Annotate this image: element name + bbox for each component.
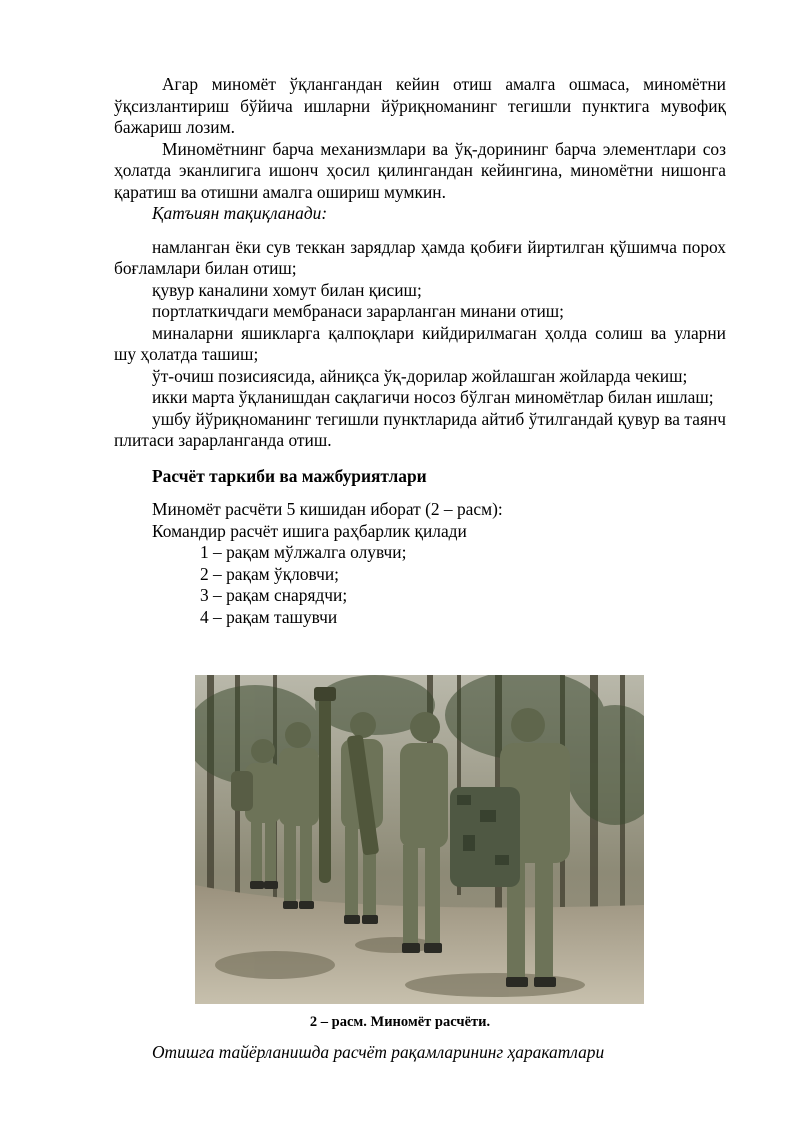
section-subtitle: Отишга тайёрланишда расчёт рақамларининг ҳаракатлари xyxy=(152,1042,605,1062)
paragraph-readiness: Миномётнинг барча механизмлари ва ўқ-дорининг барча элементлари соз ҳолатда эканлигига ишонч ҳосил қилингандан кейингина, миномётни нишонга қаратиш ва отишни амалга ошириш мумкин. xyxy=(114,138,726,202)
crew-number-item: 1 – рақам мўлжалга олувчи; xyxy=(200,542,407,562)
prohibition-item: қувур каналини хомут билан қисиш; xyxy=(152,279,422,300)
prohibition-item: ушбу йўриқноманинг тегишли пунктларида айтиб ўтилгандай қувур ва таянч плитаси зарарланганда отиш. xyxy=(114,408,726,450)
prohibition-item: портлаткичдаги мембранаси зарарланган минани отиш; xyxy=(152,301,564,321)
figure-caption: 2 – расм. Миномёт расчёти. xyxy=(309,1014,491,1030)
document-body xyxy=(114,74,726,628)
prohibition-item: намланган ёки сув теккан зарядлар ҳамда қобиғи йиртилган қўшимча порох боғламлари билан отиш; xyxy=(114,236,726,278)
prohibition-item: икки марта ўқланишдан сақлагичи носоз бўлган миномётлар билан ишлаш; xyxy=(152,387,714,407)
prohibitions-list xyxy=(114,237,726,452)
forbidden-title: Қатъиян тақиқланади: xyxy=(152,203,328,223)
prohibition-item: миналарни яшикларга қалпоқлари кийдирилмаган ҳолда солиш ва уларни шу ҳолатда ташиш; xyxy=(114,322,726,364)
paragraph-misfire: Агар миномёт ўқлангандан кейин отиш амалга ошмаса, миномётни ўқсизлантириш бўйича ишларни йўриқноманинг тегишли пунктига мувофиқ бажариш лозим. xyxy=(114,74,726,137)
crew-number-item: 2 – рақам ўқловчи; xyxy=(200,563,339,584)
forest-soldiers-illustration xyxy=(195,675,644,1004)
section-heading: Расчёт таркиби ва мажбуриятлари xyxy=(152,465,427,486)
crew-intro: Миномёт расчёти 5 кишидан иборат (2 – расм): xyxy=(152,499,503,519)
crew-number-item: 4 – рақам ташувчи xyxy=(200,606,338,627)
prohibition-item: ўт-очиш позисиясида, айниқса ўқ-дорилар жойлашган жойларда чекиш; xyxy=(152,365,688,386)
mortar-crew-photo xyxy=(195,675,644,1004)
crew-commander: Командир расчёт ишига раҳбарлик қилади xyxy=(152,520,467,541)
crew-number-item: 3 – рақам снарядчи; xyxy=(200,585,348,605)
